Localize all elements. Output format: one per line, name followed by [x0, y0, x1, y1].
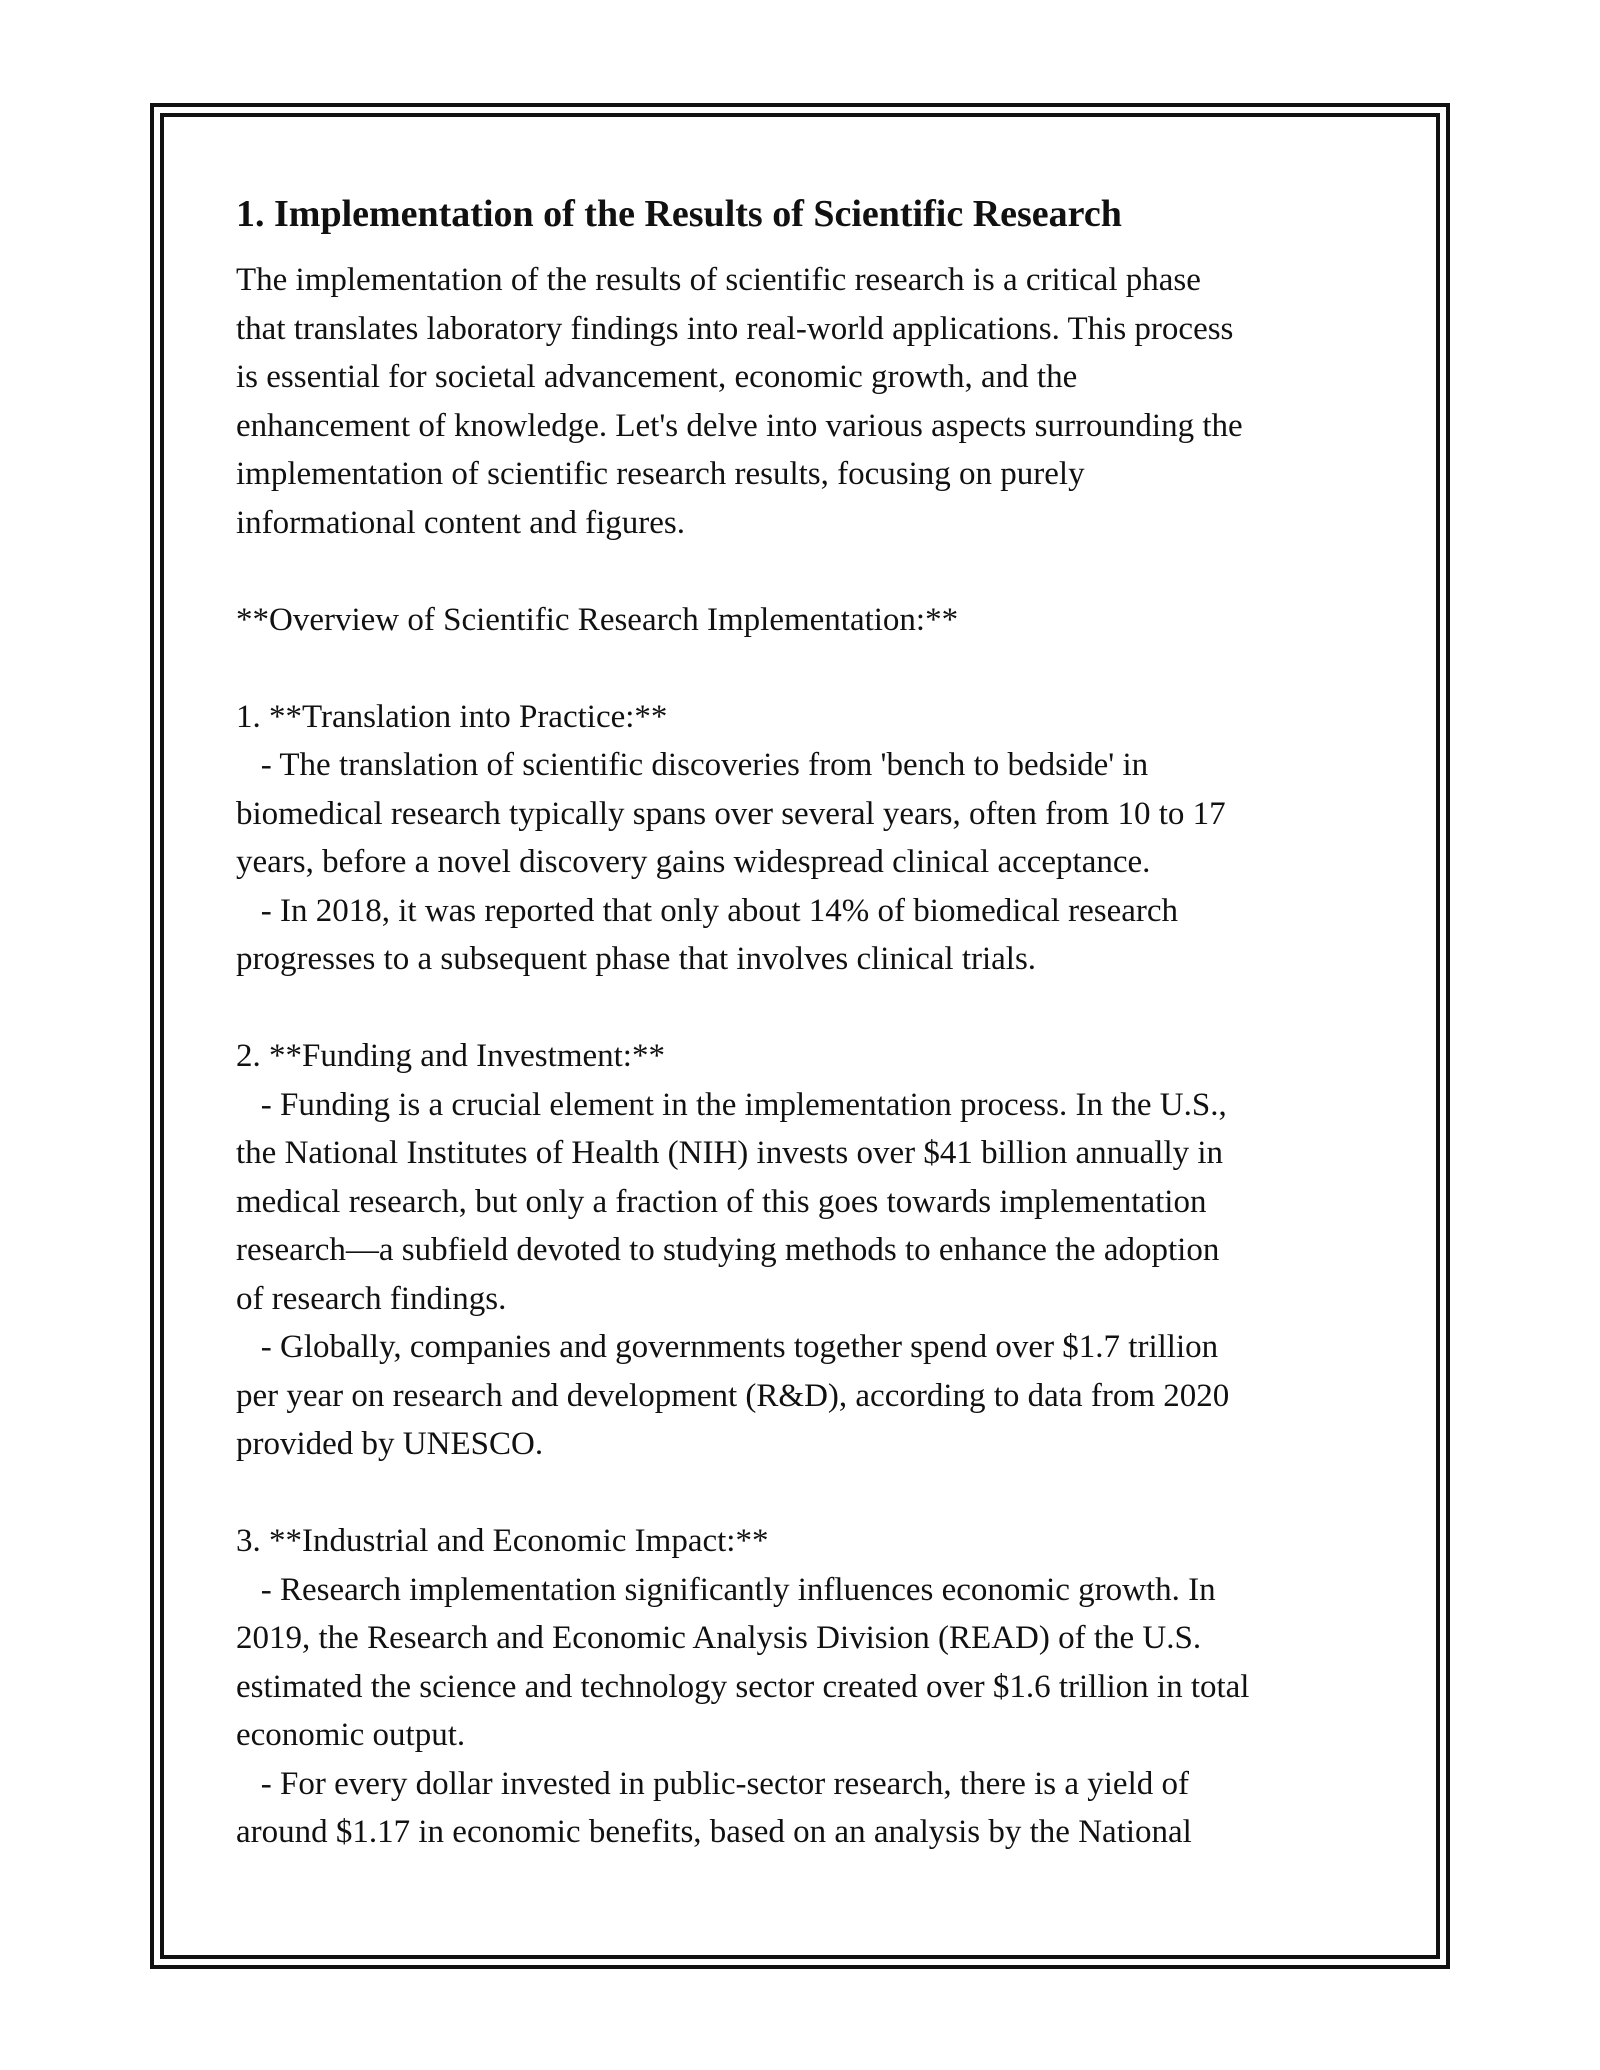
text-line: - Research implementation significantly influences economic growth. In	[236, 1571, 1216, 1608]
text-line: research—a subfield devoted to studying methods to enhance the adoption	[236, 1232, 1220, 1268]
text-line: 2019, the Research and Economic Analysis Division (READ) of the U.S.	[236, 1620, 1202, 1656]
text-line: 2. **Funding and Investment:**	[236, 1038, 665, 1074]
text-line: - For every dollar invested in public-sector research, there is a yield of	[236, 1765, 1189, 1802]
text-line: **Overview of Scientific Research Implementation:**	[236, 601, 959, 638]
text-line: around $1.17 in economic benefits, based on an analysis by the National	[236, 1814, 1192, 1850]
text-line: is essential for societal advancement, economic growth, and the	[236, 359, 1078, 395]
text-line: 3. **Industrial and Economic Impact:**	[236, 1523, 769, 1559]
body-text	[236, 256, 1376, 1857]
text-line: years, before a novel discovery gains widespread clinical acceptance.	[236, 844, 1151, 880]
text-line: medical research, but only a fraction of this goes towards implementation	[236, 1183, 1207, 1220]
text-line: - In 2018, it was reported that only about 14% of biomedical research	[236, 892, 1179, 929]
text-line: informational content and figures.	[236, 504, 686, 541]
text-line: progresses to a subsequent phase that involves clinical trials.	[236, 941, 1037, 977]
document-body	[236, 186, 1376, 1857]
text-line: The implementation of the results of scientific research is a critical phase	[236, 262, 1201, 298]
text-line: implementation of scientific research results, focusing on purely	[236, 456, 1085, 492]
text-line: enhancement of knowledge. Let's delve into various aspects surrounding the	[236, 407, 1243, 444]
blank-line	[236, 1469, 1376, 1518]
text-line: per year on research and development (R&D), according to data from 2020	[236, 1377, 1230, 1414]
text-line: that translates laboratory findings into real-world applications. This process	[236, 310, 1234, 347]
text-line: - The translation of scientific discoveries from 'bench to bedside' in	[236, 747, 1149, 783]
text-line: - Funding is a crucial element in the implementation process. In the U.S.,	[236, 1086, 1227, 1123]
text-line: - Globally, companies and governments together spend over $1.7 trillion	[236, 1329, 1219, 1365]
blank-line	[236, 984, 1376, 1033]
text-line: economic output.	[236, 1717, 466, 1753]
blank-line	[236, 644, 1376, 693]
text-line: of research findings.	[236, 1280, 507, 1317]
document-heading: 1. Implementation of the Results of Scientific Research	[236, 193, 1122, 235]
blank-line	[236, 547, 1376, 596]
text-line: biomedical research typically spans over several years, often from 10 to 17	[236, 795, 1226, 832]
text-line: estimated the science and technology sector created over $1.6 trillion in total	[236, 1668, 1250, 1705]
text-line: provided by UNESCO.	[236, 1426, 544, 1462]
text-line: the National Institutes of Health (NIH) invests over $41 billion annually in	[236, 1135, 1224, 1171]
text-line: 1. **Translation into Practice:**	[236, 698, 668, 735]
